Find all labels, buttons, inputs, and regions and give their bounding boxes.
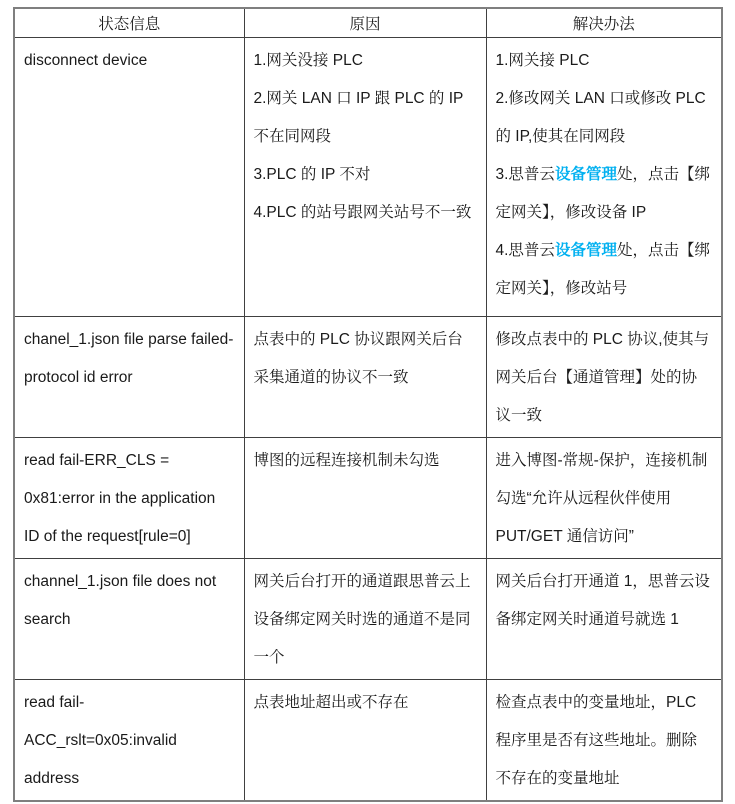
text-segment: 修改点表中的 PLC 协议,使其与网关后台【通道管理】处的协议一致: [495, 331, 710, 424]
text-segment: 处，点击【绑定网关】，修改设备 IP: [495, 166, 710, 221]
text-segment: 检查点表中的变量地址，PLC 程序里是否有这些地址。删除不存在的变量地址: [495, 694, 698, 787]
text-segment: 4.思普云: [495, 242, 555, 259]
status-cell: [14, 38, 244, 317]
paragraph: [254, 563, 477, 677]
text-segment: 网关后台打开通道 1，思普云设备绑定网关时通道号就选 1: [495, 573, 710, 628]
paragraph: [254, 42, 477, 80]
text-segment: 4.PLC 的站号跟网关站号不一致: [253, 204, 472, 221]
text-segment: 2.修改网关 LAN 口或修改 PLC 的 IP,使其在同网段: [495, 90, 706, 145]
paragraph: [254, 80, 477, 156]
header-status: 状态信息: [14, 8, 244, 38]
troubleshooting-table: [13, 7, 723, 802]
text-segment: read fail-ERR_CLS = 0x81:error in the application ID of the request[rule=0]: [24, 452, 216, 545]
solution-cell: [486, 317, 722, 438]
device-management-highlight: 设备管理: [554, 242, 617, 259]
table-body: [14, 38, 722, 802]
paragraph: [496, 563, 713, 639]
text-segment: 网关后台打开的通道跟思普云上设备绑定网关时选的通道不是同一个: [253, 573, 471, 666]
solution-cell: [486, 559, 722, 680]
status-cell: [14, 559, 244, 680]
table-row: [14, 680, 722, 802]
text-segment: disconnect device: [24, 52, 148, 69]
text-segment: 点表地址超出或不存在: [253, 694, 409, 711]
paragraph: [496, 684, 713, 798]
paragraph: [496, 442, 713, 556]
cause-cell: [244, 438, 486, 559]
solution-cell: [486, 38, 722, 317]
solution-cell: [486, 438, 722, 559]
paragraph: [254, 684, 477, 722]
paragraph: [24, 42, 235, 80]
paragraph: [254, 321, 477, 397]
paragraph: [24, 563, 235, 639]
header-cause: 原因: [244, 8, 486, 38]
text-segment: 3.PLC 的 IP 不对: [253, 166, 371, 183]
paragraph: [496, 80, 713, 156]
text-segment: 博图的远程连接机制未勾选: [253, 452, 440, 469]
header-solution: 解决办法: [486, 8, 722, 38]
table-row: [14, 438, 722, 559]
table-row: [14, 38, 722, 317]
status-cell: [14, 317, 244, 438]
paragraph: [24, 442, 235, 556]
paragraph: [496, 321, 713, 435]
cause-cell: [244, 38, 486, 317]
paragraph: [496, 42, 713, 80]
text-segment: read fail-ACC_rslt=0x05:invalid address: [24, 694, 177, 787]
table-header-row: [14, 8, 722, 38]
cause-cell: [244, 317, 486, 438]
table-row: [14, 317, 722, 438]
paragraph: [24, 321, 235, 397]
text-segment: 1.网关没接 PLC: [253, 52, 363, 69]
text-segment: 进入博图-常规-保护，连接机制勾选“允许从远程伙伴使用 PUT/GET 通信访问”: [495, 452, 708, 545]
cause-cell: [244, 680, 486, 802]
paragraph: [496, 156, 713, 232]
device-management-highlight: 设备管理: [554, 166, 617, 183]
paragraph: [496, 232, 713, 308]
paragraph: [24, 684, 235, 798]
text-segment: chanel_1.json file parse failed-protocol id error: [24, 331, 234, 386]
cause-cell: [244, 559, 486, 680]
table-row: [14, 559, 722, 680]
paragraph: [254, 442, 477, 480]
status-cell: [14, 680, 244, 802]
solution-cell: [486, 680, 722, 802]
text-segment: 点表中的 PLC 协议跟网关后台采集通道的协议不一致: [253, 331, 463, 386]
status-cell: [14, 438, 244, 559]
text-segment: 1.网关接 PLC: [495, 52, 590, 69]
text-segment: channel_1.json file does not search: [24, 573, 217, 628]
paragraph: [254, 156, 477, 194]
text-segment: 3.思普云: [495, 166, 555, 183]
paragraph: [254, 194, 477, 232]
text-segment: 2.网关 LAN 口 IP 跟 PLC 的 IP 不在同网段: [253, 90, 464, 145]
text-segment: 处，点击【绑定网关】，修改站号: [495, 242, 710, 297]
